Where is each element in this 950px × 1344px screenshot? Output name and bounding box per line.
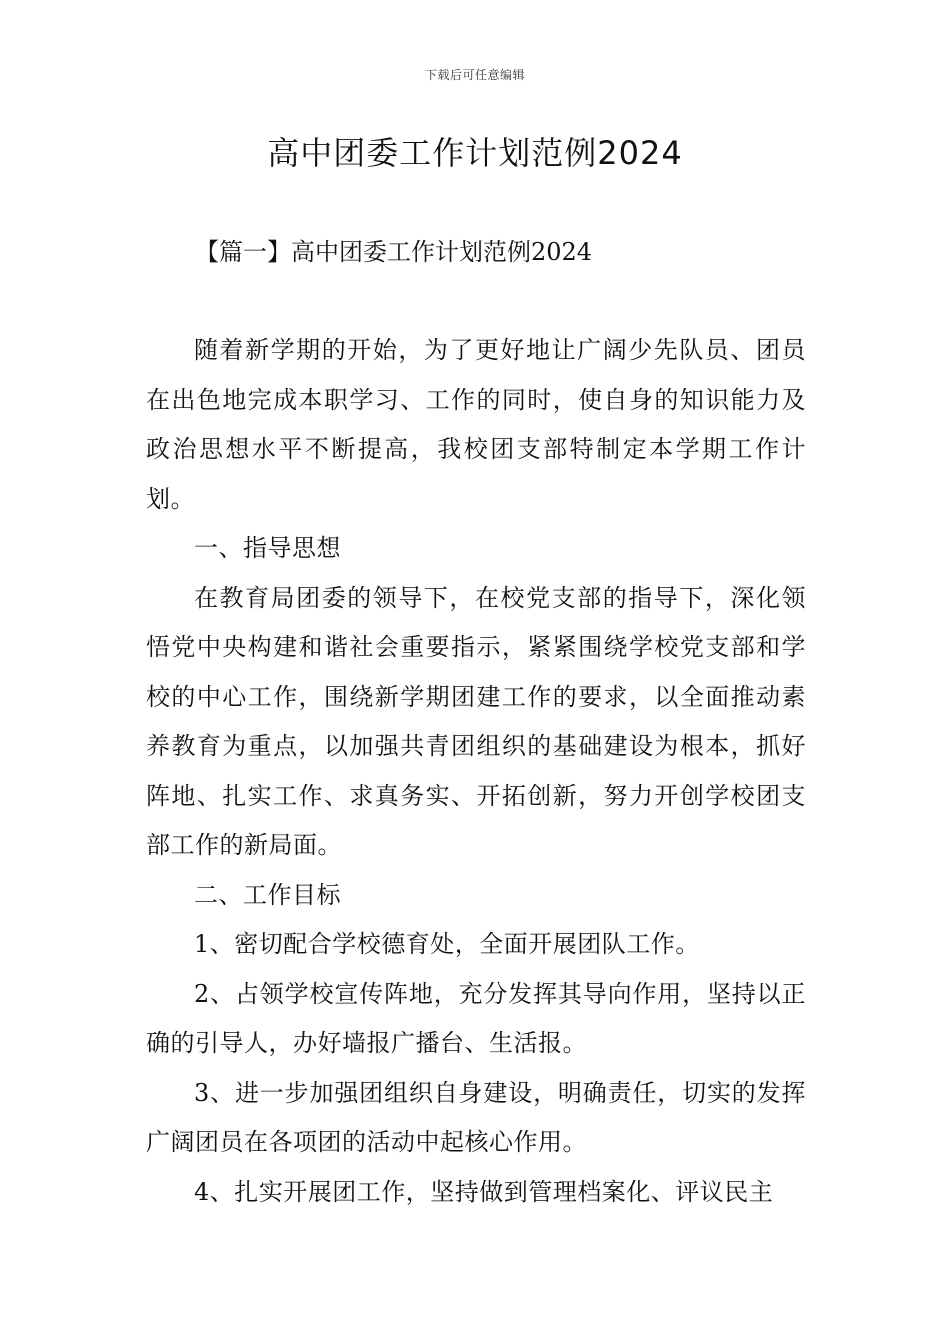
header-note: 下载后可任意编辑 — [424, 68, 525, 82]
paragraph-heading-work-goals: 二、工作目标 — [194, 880, 341, 909]
paragraph-goal-1: 1、密切配合学校德育处，全面开展团队工作。 — [194, 930, 700, 958]
document-title: 高中团委工作计划范例2024 — [267, 134, 683, 172]
section-heading: 【篇一】高中团委工作计划范例2024 — [195, 238, 593, 266]
paragraph-goal-4: 4、扎实开展团工作，坚持做到管理档案化、评议民主 — [194, 1177, 774, 1206]
paragraph-heading-guiding-ideology: 一、指导思想 — [194, 534, 341, 562]
paragraph-goal-3: 3、进一步加强团组织自身建设，明确责任，切实的发挥广阔团员在各项团的活动中起核心作用。 — [146, 1078, 806, 1156]
paragraph-intro: 随着新学期的开始，为了更好地让广阔少先队员、团员在出色地完成本职学习、工作的同时，使自身的知识能力及政治思想水平不断提高，我校团支部特制定本学期工作计划。 — [146, 336, 806, 513]
paragraph-guiding-ideology: 在教育局团委的领导下，在校党支部的指导下，深化领悟党中央构建和谐社会重要指示，紧紧围绕学校党支部和学校的中心工作，围绕新学期团建工作的要求，以全面推动素养教育为重点，以加强共青团组织的基础建设为根本，抓好阵地、扎实工作、求真务实、开拓创新，努力开创学校团支部工作的新局面。 — [146, 583, 806, 859]
document-body — [146, 326, 806, 1217]
paragraph-goal-2: 2、占领学校宣传阵地，充分发挥其导向作用，坚持以正确的引导人，办好墙报广播台、生活报。 — [146, 979, 806, 1057]
